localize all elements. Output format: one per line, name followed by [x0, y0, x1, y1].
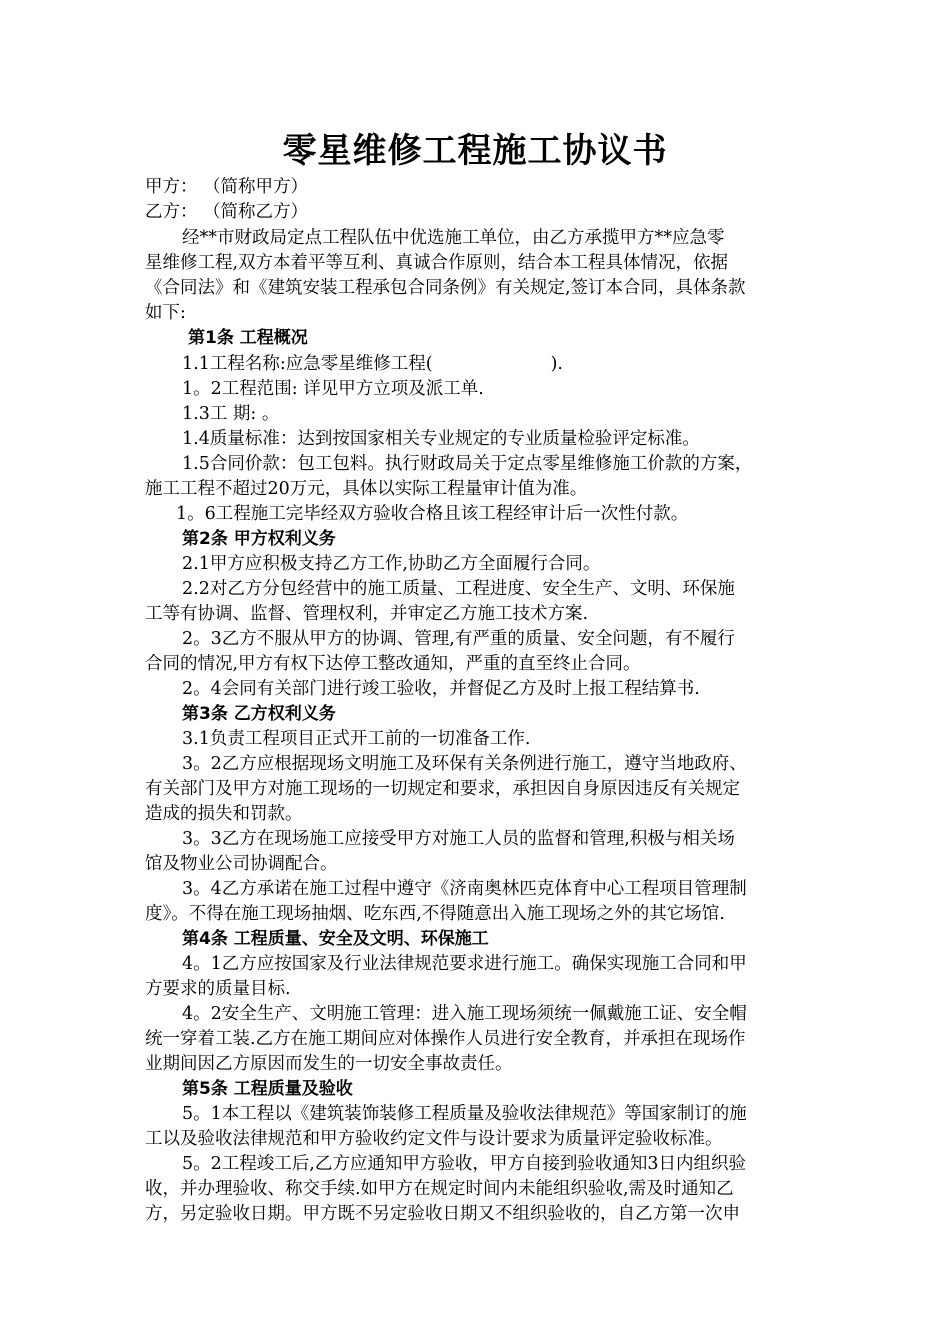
article-1-item: 1.4质量标准：达到按国家相关专业规定的专业质量检验评定标准。 [182, 429, 700, 449]
article-5-item: 方，另定验收日期。甲方既不另定验收日期又不组织验收的，自乙方第一次申 [145, 1204, 740, 1224]
article-3-item: 有关部门及甲方对施工现场的一切规定和要求，承担因自身原因违反有关规定 [145, 779, 740, 799]
article-1-heading: 第1条 工程概况 [188, 328, 308, 348]
intro-line: 经**市财政局定点工程队伍中优选施工单位，由乙方承揽甲方**应急零 [182, 228, 725, 248]
article-2-item: 2.1甲方应积极支持乙方工作,协助乙方全面履行合同。 [182, 554, 601, 574]
article-3-item: 3。2乙方应根据现场文明施工及环保有关条例进行施工，遵守当地政府、 [182, 754, 747, 774]
article-3-item: 3.1负责工程项目正式开工前的一切准备工作. [182, 729, 531, 749]
article-2-item: 2。4会同有关部门进行竣工验收，并督促乙方及时上报工程结算书. [182, 679, 700, 699]
article-1-item: 1.5合同价款：包工包料。执行财政局关于定点零星维修施工价款的方案， [182, 454, 753, 474]
article-3-item: 造成的损失和罚款。 [145, 804, 303, 824]
intro-line: 如下: [145, 303, 186, 323]
article-4-item: 业期间因乙方原因而发生的一切安全事故责任。 [145, 1054, 513, 1074]
article-5-item: 5。1本工程以《建筑装饰装修工程质量及验收法律规范》等国家制订的施 [182, 1104, 747, 1124]
intro-line: 《合同法》和《建筑安装工程承包合同条例》有关规定,签订本合同，具体条款 [145, 278, 746, 298]
article-4-item: 方要求的质量目标. [145, 979, 291, 999]
article-2-item: 工等有协调、监督、管理权利，并审定乙方施工技术方案. [145, 604, 589, 624]
article-4-item: 统一穿着工装.乙方在施工期间应对体操作人员进行安全教育，并承担在现场作 [145, 1029, 746, 1049]
article-4-heading: 第4条 工程质量、安全及文明、环保施工 [182, 929, 489, 949]
article-4-item: 4。1乙方应按国家及行业法律规范要求进行施工。确保实现施工合同和甲 [182, 954, 747, 974]
party-b-line: 乙方： （简称乙方） [145, 202, 309, 222]
article-5-heading: 第5条 工程质量及验收 [182, 1079, 353, 1099]
article-4-item: 4。2安全生产、文明施工管理：进入施工现场须统一佩戴施工证、安全帽 [182, 1004, 747, 1024]
article-5-item: 5。2工程竣工后,乙方应通知甲方验收，甲方自接到验收通知3日内组织验 [182, 1154, 746, 1174]
party-a-line: 甲方： （简称甲方） [145, 177, 309, 197]
article-1-item: 1。2工程范围: 详见甲方立项及派工单. [182, 379, 484, 399]
article-5-item: 收，并办理验收、称交手续.如甲方在规定时间内未能组织验收,需及时通知乙 [145, 1179, 734, 1199]
article-1-item: 1.3工 期: 。 [182, 404, 280, 424]
article-3-heading: 第3条 乙方权利义务 [182, 704, 336, 724]
article-2-heading: 第2条 甲方权利义务 [182, 529, 336, 549]
article-2-item: 2.2对乙方分包经营中的施工质量、工程进度、安全生产、文明、环保施 [182, 579, 735, 599]
article-3-item: 馆及物业公司协调配合。 [145, 854, 338, 874]
article-2-item: 合同的情况,甲方有权下达停工整改通知，严重的直至终止合同。 [145, 654, 641, 674]
document-title: 零星维修工程施工协议书 [282, 131, 668, 171]
intro-line: 星维修工程,双方本着平等互利、真诚合作原则，结合本工程具体情况，依据 [145, 253, 729, 273]
article-3-item: 3。4乙方承诺在施工过程中遵守《济南奥林匹克体育中心工程项目管理制 [182, 879, 747, 899]
article-5-item: 工以及验收法律规范和甲方验收约定文件与设计要求为质量评定验收标准。 [145, 1129, 723, 1149]
article-3-item: 3。3乙方在现场施工应接受甲方对施工人员的监督和管理,积极与相关场 [182, 829, 735, 849]
article-1-item: 1。6工程施工完毕经双方验收合格且该工程经审计后一次性付款。 [176, 504, 689, 524]
article-3-item: 度》。不得在施工现场抽烟、吃东西,不得随意出入施工现场之外的其它场馆. [145, 904, 725, 924]
article-2-item: 2。3乙方不服从甲方的协调、管理,有严重的质量、安全问题，有不履行 [182, 629, 735, 649]
article-1-item: 施工工程不超过20万元，具体以实际工程量审计值为准。 [145, 479, 588, 499]
article-1-item: 1.1工程名称:应急零星维修工程( ). [182, 354, 563, 374]
